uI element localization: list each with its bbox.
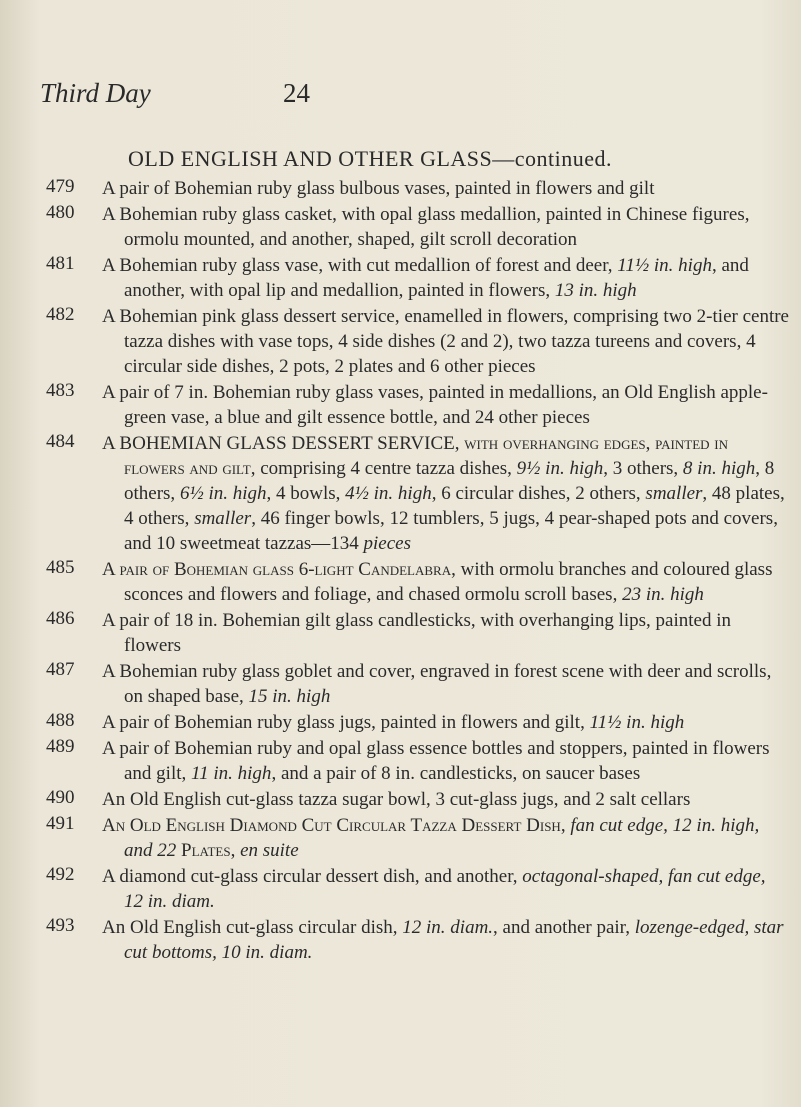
lot-text-run: , — [230, 840, 241, 861]
lot-text-run: 11½ in. high — [589, 712, 685, 733]
lot-entry — [0, 380, 801, 430]
lot-number: 486 — [46, 608, 75, 629]
lot-number: 490 — [46, 787, 75, 808]
lot-description — [102, 253, 789, 303]
lot-number: 489 — [46, 736, 75, 757]
lot-text-run: A pair of Bohemian ruby glass bulbous vases, painted in flowers and gilt — [102, 178, 655, 199]
lot-text-run: smaller — [645, 483, 703, 504]
lot-number: 487 — [46, 659, 75, 680]
lot-text-run: A pair of Bohemian ruby glass jugs, painted in flowers and gilt, — [102, 712, 590, 733]
lot-text-run: A — [102, 559, 120, 580]
lot-text-run: A pair of Bohemian ruby and opal glass essence bottles and stoppers, painted in flowers and gilt, — [102, 738, 770, 784]
lot-text-run: , and another, with opal lip and medallion, painted in flowers, — [124, 255, 749, 301]
lot-entry — [0, 659, 801, 709]
lot-text-run: pair of Bohemian glass 6-light Candelabra — [119, 559, 452, 580]
lot-text-run: A pair of 7 in. Bohemian ruby glass vases, painted in medallions, an Old English apple-green vase, a blue and gilt essence bottle, and 24 other pieces — [102, 382, 768, 428]
lot-number: 483 — [46, 380, 75, 401]
lot-text-run: 8 in. high — [682, 458, 756, 479]
lot-entry — [0, 787, 801, 812]
lot-description — [102, 915, 789, 965]
lot-entry — [0, 608, 801, 658]
lot-description — [102, 176, 789, 201]
lot-entry — [0, 736, 801, 786]
lot-description — [102, 659, 789, 709]
lot-text-run: 11 in. high — [191, 763, 272, 784]
lot-description — [102, 787, 789, 812]
lot-text-run: pieces — [363, 533, 412, 554]
lot-text-run: 23 in. high — [622, 584, 704, 605]
lot-entry — [0, 202, 801, 252]
lot-entry — [0, 176, 801, 201]
lot-number: 482 — [46, 304, 75, 325]
lot-text-run: lozenge-edged, star cut bottoms, 10 in. diam. — [124, 917, 784, 963]
lot-description — [102, 710, 789, 735]
lot-entry — [0, 431, 801, 556]
lot-text-run: 11½ in. high — [617, 255, 712, 276]
lot-description — [102, 380, 789, 430]
lot-list — [0, 176, 801, 966]
lot-number: 491 — [46, 813, 75, 834]
lot-text-run: , 48 plates, 4 others, — [124, 483, 785, 529]
page-header — [40, 78, 761, 108]
lot-text-run: A Bohemian ruby glass goblet and cover, engraved in forest scene with deer and scrolls, on shaped base, — [102, 661, 772, 707]
lot-text-run: fan cut edge, 12 in. high, and 22 — [124, 815, 760, 861]
lot-text-run: , 46 finger bowls, 12 tumblers, 5 jugs, 4 pear-shaped pots and covers, and 10 sweetmeat tazzas—134 — [124, 508, 778, 554]
lot-number: 479 — [46, 176, 75, 197]
lot-description — [102, 608, 789, 658]
lot-number: 488 — [46, 710, 75, 731]
section-title-text: OLD ENGLISH AND OTHER GLASS—continued. — [128, 146, 613, 171]
lot-text-run: A pair of 18 in. Bohemian gilt glass candlesticks, with overhanging lips, painted in flowers — [102, 610, 732, 656]
lot-text-run: with overhanging edges, painted in flowers and gilt — [124, 433, 729, 479]
lot-text-run: A Bohemian pink glass dessert service, enamelled in flowers, comprising two 2-tier centre tazza dishes with vase tops, 4 side dishes (2 and 2), two tazza tureens and covers, 4 circular side dishes, 2 pots, 2 plates and 6 other pieces — [102, 306, 789, 377]
lot-text-run: octagonal-shaped, fan cut edge, 12 in. diam. — [124, 866, 766, 912]
lot-entry — [0, 915, 801, 965]
lot-text-run: An Old English Diamond Cut Circular Tazza Dessert Dish — [102, 815, 561, 836]
lot-number: 484 — [46, 431, 75, 452]
lot-text-run: , 4 bowls, — [266, 483, 346, 504]
lot-text-run: , and another pair, — [493, 917, 635, 938]
lot-number: 481 — [46, 253, 75, 274]
lot-text-run: Plates — [181, 840, 231, 861]
lot-number: 480 — [46, 202, 75, 223]
lot-text-run: , with ormolu branches and coloured glass sconces and flowers and foliage, and chased ormolu scroll bases, — [124, 559, 773, 605]
lot-text-run: 12 in. diam. — [402, 917, 494, 938]
section-title — [128, 146, 612, 172]
lot-description — [102, 557, 789, 607]
lot-text-run: 15 in. high — [248, 686, 331, 707]
lot-text-run: en suite — [240, 840, 299, 861]
lot-text-run: 9½ in. high — [516, 458, 604, 479]
day-heading: Third Day — [40, 78, 151, 108]
lot-description — [102, 431, 789, 556]
lot-entry — [0, 557, 801, 607]
lot-number: 492 — [46, 864, 75, 885]
lot-description — [102, 864, 789, 914]
page-number: 24 — [283, 78, 310, 108]
lot-entry — [0, 813, 801, 863]
lot-text-run: A diamond cut-glass circular dessert dish, and another, — [102, 866, 523, 887]
lot-text-run: A BOHEMIAN GLASS DESSERT SERVICE, — [102, 433, 465, 454]
lot-text-run: An Old English cut-glass tazza sugar bowl, 3 cut-glass jugs, and 2 salt cellars — [102, 789, 691, 810]
lot-entry — [0, 253, 801, 303]
lot-text-run: , and a pair of 8 in. candlesticks, on saucer bases — [271, 763, 641, 784]
lot-text-run: smaller — [194, 508, 252, 529]
lot-text-run: A Bohemian ruby glass vase, with cut medallion of forest and deer, — [102, 255, 618, 276]
lot-entry — [0, 304, 801, 379]
lot-description — [102, 813, 789, 863]
lot-entry — [0, 710, 801, 735]
lot-number: 493 — [46, 915, 75, 936]
lot-text-run: , 3 others, — [603, 458, 683, 479]
lot-number: 485 — [46, 557, 75, 578]
lot-description — [102, 202, 789, 252]
lot-text-run: , 8 others, — [124, 458, 775, 504]
lot-text-run: An Old English cut-glass circular dish, — [102, 917, 403, 938]
lot-text-run: 6½ in. high — [179, 483, 267, 504]
lot-entry — [0, 864, 801, 914]
lot-text-run: , — [560, 815, 571, 836]
lot-text-run: , comprising 4 centre tazza dishes, — [250, 458, 517, 479]
lot-description — [102, 736, 789, 786]
lot-text-run: , 6 circular dishes, 2 others, — [431, 483, 646, 504]
lot-text-run: 4½ in. high — [345, 483, 432, 504]
lot-description — [102, 304, 789, 379]
lot-text-run: A Bohemian ruby glass casket, with opal glass medallion, painted in Chinese figures, ormolu mounted, and another, shaped, gilt scroll decoration — [102, 204, 750, 250]
lot-text-run: 13 in. high — [554, 280, 637, 301]
